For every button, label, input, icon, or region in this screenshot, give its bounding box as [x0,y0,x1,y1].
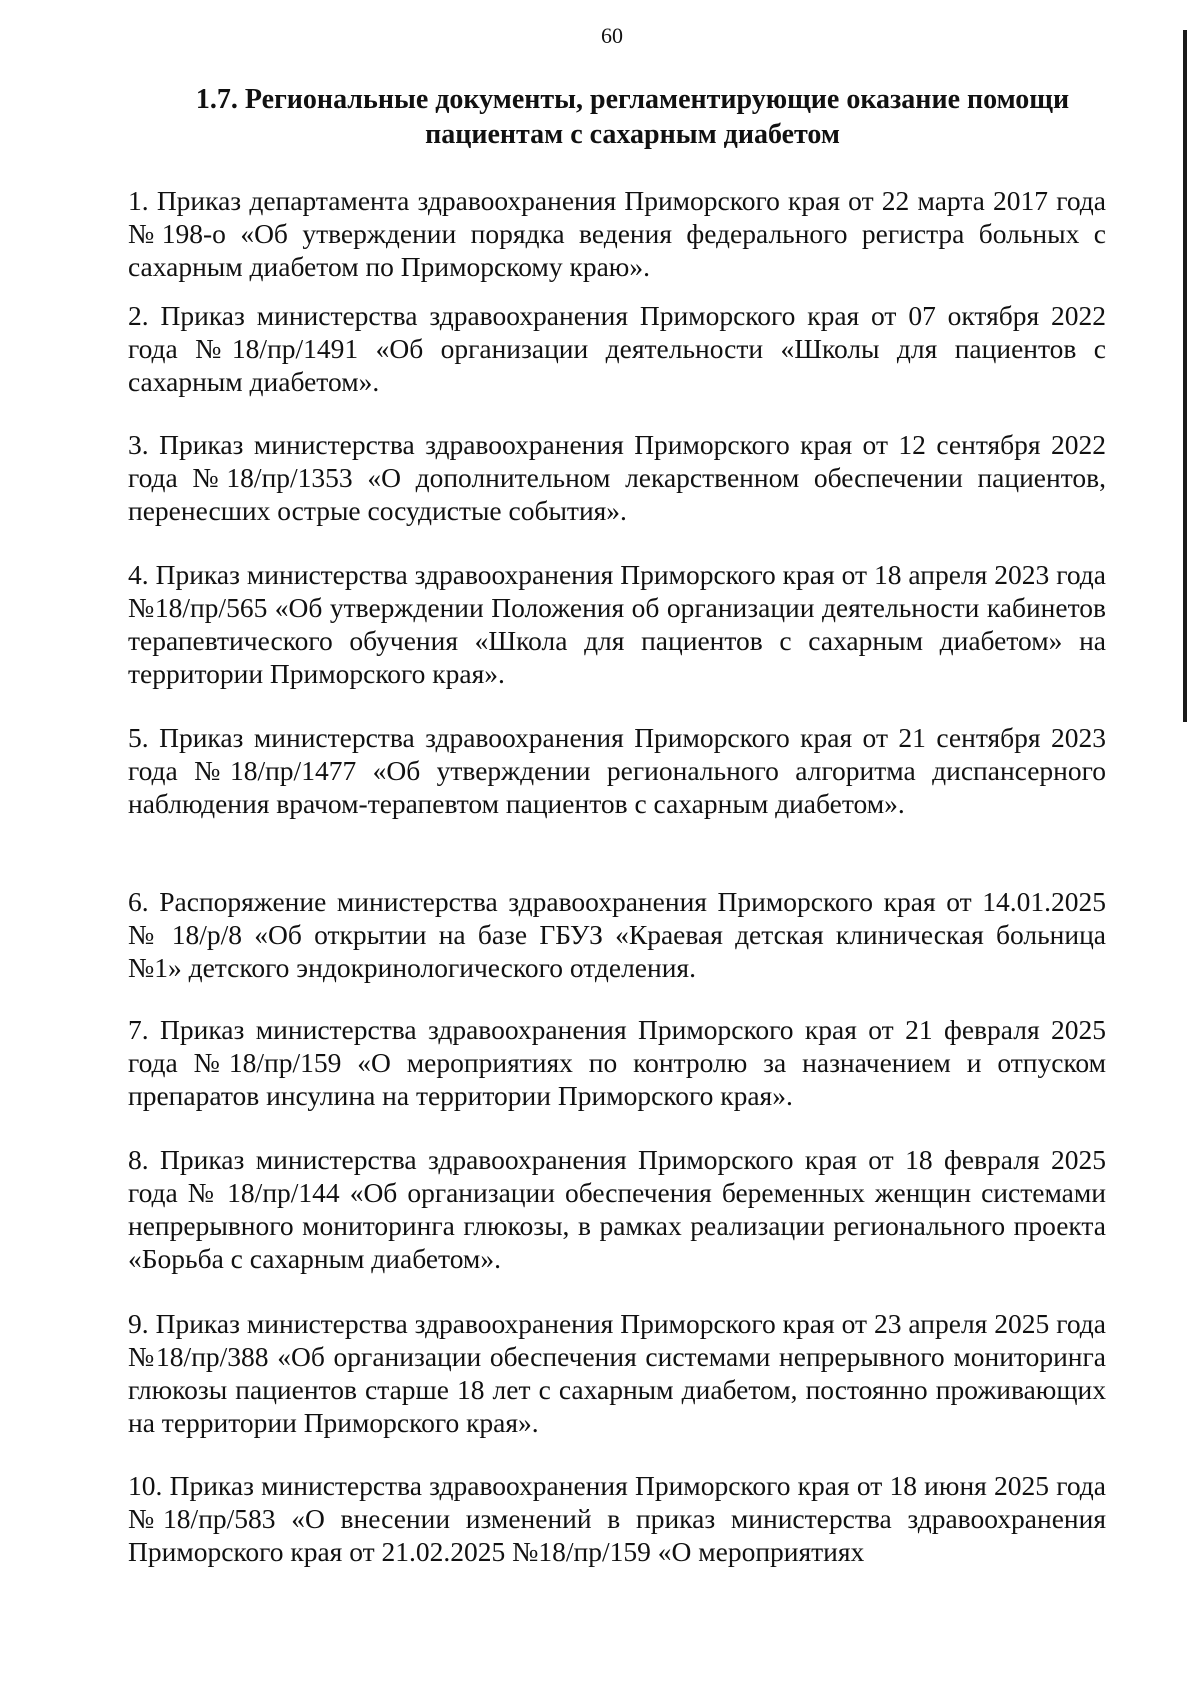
list-item: 1. Приказ департамента здравоохранения Приморского края от 22 марта 2017 года №198-о «Об утверждении порядка ведения федерального регистра больных с сахарным диабетом по Приморскому краю». [128,185,1106,282]
list-item: 10. Приказ министерства здравоохранения Приморского края от 18 июня 2025 года №18/пр/583 «О внесении изменений в приказ министерства здравоохранения Приморского края от 21.02.2025 №18/пр/159 «О мероприятиях [128,1470,1106,1567]
list-item: 8. Приказ министерства здравоохранения Приморского края от 18 февраля 2025 года № 18/пр/144 «Об организации обеспечения беременных женщин системами непрерывного мониторинга глюкозы, в рамках реализации регионального проекта «Борьба с сахарным диабетом». [128,1144,1106,1274]
list-item: 9. Приказ министерства здравоохранения Приморского края от 23 апреля 2025 года №18/пр/388 «Об организации обеспечения системами непрерывного мониторинга глюкозы пациентов старше 18 лет с сахарным диабетом, постоянно проживающих на территории Приморского края». [128,1308,1106,1438]
list-item: 4. Приказ министерства здравоохранения Приморского края от 18 апреля 2023 года №18/пр/565 «Об утверждении Положения об организации деятельности кабинетов терапевтического обучения «Школа для пациентов с сахарным диабетом» на территории Приморского края». [128,559,1106,689]
page-number: 60 [601,23,623,48]
list-item: 6. Распоряжение министерства здравоохранения Приморского края от 14.01.2025 № 18/р/8 «Об открытии на базе ГБУЗ «Краевая детская клиническая больница №1» детского эндокринологического отделения. [128,886,1106,983]
list-item: 5. Приказ министерства здравоохранения Приморского края от 21 сентября 2023 года №18/пр/1477 «Об утверждении регионального алгоритма диспансерного наблюдения врачом-терапевтом пациентов с сахарным диабетом». [128,722,1106,819]
list-item: 2. Приказ министерства здравоохранения Приморского края от 07 октября 2022 года №18/пр/1491 «Об организации деятельности «Школы для пациентов с сахарным диабетом». [128,300,1106,397]
list-item: 7. Приказ министерства здравоохранения Приморского края от 21 февраля 2025 года №18/пр/159 «О мероприятиях по контролю за назначением и отпуском препаратов инсулина на территории Приморского края». [128,1014,1106,1111]
list-item: 3. Приказ министерства здравоохранения Приморского края от 12 сентября 2022 года №18/пр/1353 «О дополнительном лекарственном обеспечении пациентов, перенесших острые сосудистые события». [128,429,1106,526]
scan-edge-line [1183,30,1187,722]
section-heading: 1.7. Региональные документы, регламентирующие оказание помощи пациентам с сахарным диабетом [195,84,1070,150]
